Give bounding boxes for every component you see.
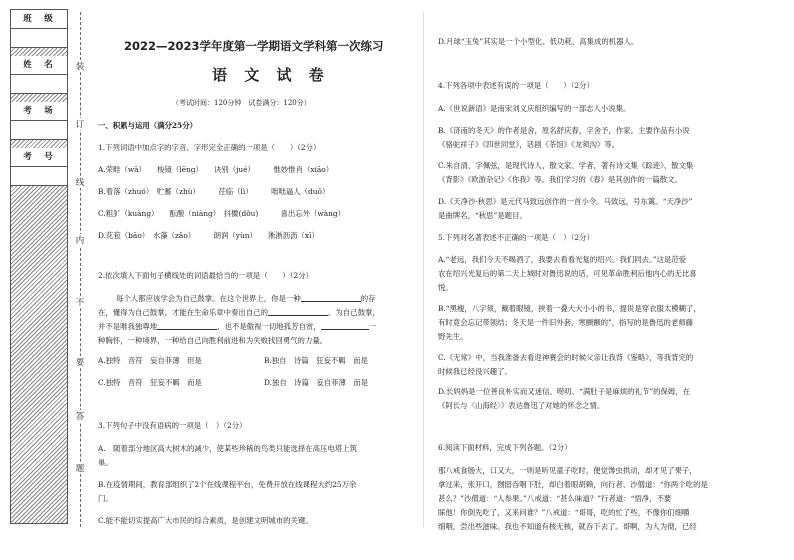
q6-passage-line: 睬他！你倒先吃了，又来问谁？”八戒道：“哥哥，吃的忙了些，不像你们细嚼 xyxy=(438,508,690,517)
class-label: 班 级 xyxy=(11,10,67,29)
binding-dashed-line xyxy=(80,12,81,527)
q5-option-d-cont: 《阿长与〈山海经〉》表达鲁迅了对她的怀念之情。 xyxy=(438,401,605,410)
number-box xyxy=(11,148,67,186)
q6-passage-line: 拿过来，张开口，囫囵吞咽下肚，却白着眼胡赖，向行者、沙僧道：“你两个吃的是 xyxy=(438,480,708,489)
q3-option-c: C.能不能切实提高广大市民的综合素质，是创建文明城市的关键。 xyxy=(98,516,313,525)
q2-passage-line xyxy=(98,307,380,318)
q5-option-b: B.“黑瘦，八字须，戴着眼镜，挟着一叠大大小小的书，提说是穿衣服太模糊了， xyxy=(438,304,701,313)
q4-option-d-cont: 是曲牌名，“秋思”是题目。 xyxy=(438,211,527,220)
q2-passage-line xyxy=(116,293,376,304)
q3-option-a: A. 随着部分地区高大树木的减少，使某些珍稀的鸟类只能选择在高压电塔上筑 xyxy=(98,444,357,453)
q5-option-c: C.《无常》中，当我准备去看迎神赛会的时候父亲让我背《鉴略》，等我背完的 xyxy=(438,353,694,362)
q3-option-d: D.月球“玉兔”其实是一个小型化、低功耗、高集成的机器人。 xyxy=(438,37,639,46)
seal-char: 不 xyxy=(72,296,88,308)
exam-title: 2022—2023学年度第一学期语文学科第一次练习 xyxy=(124,39,384,53)
q3-option-a-cont: 巢。 xyxy=(98,458,113,467)
q4-option-b-cont: 《骆驼祥子》《四世同堂》，话剧《茶馆》《龙须沟》等。 xyxy=(438,140,620,149)
seal-char: 订 xyxy=(72,118,88,130)
seal-char: 要 xyxy=(72,356,88,368)
q3-option-b-cont: 门。 xyxy=(98,494,113,503)
seal-char: 答 xyxy=(72,410,88,422)
q5-option-b-cont: 野先生。 xyxy=(438,332,468,341)
answer-blank xyxy=(157,321,217,330)
q5-option-c-cont: 时候我已经没兴趣了。 xyxy=(438,367,512,376)
room-label: 考 场 xyxy=(11,102,67,121)
number-label: 考 号 xyxy=(11,148,67,167)
q1-stem: 1.下列词语中加点字的字音、字形完全正确的一项是（ ）（2分） xyxy=(98,143,321,152)
q3-stem: 3.下列句子中没有语病的一项是（ ）（2分） xyxy=(98,421,247,430)
q2-text: ，也不是傲视一切地孤芳自赏， xyxy=(217,322,321,331)
q2-text: 的存 xyxy=(360,294,376,303)
seal-char: 线 xyxy=(72,176,88,188)
room-box xyxy=(11,102,67,140)
q2-option-d: D.独自 诗篇 妄自菲薄 而是 xyxy=(264,378,369,387)
q2-option-b: B.独自 诗篇 狂妄不羁 而是 xyxy=(264,356,368,365)
binding-info-strip xyxy=(10,9,68,524)
q2-text: 每个人都应该学会为自己鼓掌。在这个世界上，你是一种 xyxy=(116,294,301,303)
q2-text: 在，懂得为自己鼓掌，才能在生命乐章中奏出自己的 xyxy=(98,308,268,317)
q4-option-b: B.《济南的冬天》的作者是舍，原名舒庆春，字舍予，作家。主要作品有小说 xyxy=(438,126,690,135)
q4-option-c-cont: 《背影》《欧游杂记》《你我》等。我们学习的《春》是其创作的一篇散文。 xyxy=(438,175,682,184)
seal-char: 装 xyxy=(72,60,88,72)
q2-passage-line xyxy=(98,321,376,332)
q2-option-a: A.独特 音符 妄自菲薄 但是 xyxy=(98,356,202,365)
q2-stem: 2.依次填入下面句子横线处的词语最恰当的一项是（ ）（2分） xyxy=(98,271,313,280)
q5-option-b-cont: 有时竟会忘记带领结；冬天是一件旧外套，寒颤颤的”，指写的是鲁迅的老师藤 xyxy=(438,318,694,327)
q6-stem: 6.阅读下面材料，完成下列各题。（2分） xyxy=(438,443,572,452)
q6-passage-line: 细咽，尝出些滋味。我也不知道有核无核，就吞下去了。哥啊，为人为彻，已经 xyxy=(438,522,697,531)
q2-text: 并不是唯我独尊地 xyxy=(98,322,158,331)
q5-option-a: A.“老远，我们今天不喝酒了，我要去看看光复的绍兴。我们同去。”这是范爱 xyxy=(438,255,687,264)
class-box xyxy=(11,10,67,48)
left-column xyxy=(98,0,420,560)
q2-text: 。为自己鼓掌， xyxy=(328,308,380,317)
q1-option-a: A.荣畦（wā） 梭镜（lēng） 诀别（jué） 惟妙惟肖（xiāo） xyxy=(98,165,334,174)
seal-char: 内 xyxy=(72,234,88,246)
q4-stem: 4.下列各项中表述有误的一项是（ ）（2分） xyxy=(438,81,594,90)
q4-option-a: A.《世说新语》是南宋刘义庆组织编写的一部志人小说集。 xyxy=(438,104,631,113)
q2-text: 一 xyxy=(368,322,377,331)
q5-option-d: D.长妈妈是一位善良朴实而又迷信、唠叨、“满肚子是麻烦的礼节”的保姆，在 xyxy=(438,387,691,396)
column-divider xyxy=(423,12,424,527)
name-label: 姓 名 xyxy=(11,56,67,75)
q1-option-b: B.着落（zhuó） 贮蓄（zhù） 茌临（lì） 咄咄逼人（duō） xyxy=(98,187,330,196)
q2-passage-line: 种胸怀，一种境界，一种给自己向胜利前进和为失败找回勇气的力量。 xyxy=(98,336,328,345)
answer-blank xyxy=(301,293,361,302)
q5-option-a-cont: 悦。 xyxy=(438,283,453,292)
right-column xyxy=(438,0,786,560)
q1-option-c: C.粗犷（kuàng） 酝酿（niàng） 抖擞(dǒu) 喜出忘外（wàng） xyxy=(98,209,346,218)
answer-blank xyxy=(321,321,369,330)
q3-option-b: B.在疫情期间，教育部组织了2个在线课程平台，免费开放在线课程大约25万余 xyxy=(98,480,357,489)
seal-char: 题 xyxy=(72,462,88,474)
answer-blank xyxy=(268,307,328,316)
q4-option-d: D.《天净沙·秋思》是元代马致远创作的一首小令。马致远，号东篱。“天净沙” xyxy=(438,197,693,206)
section-heading: 一、积累与运用（满分25分） xyxy=(98,121,197,130)
q1-option-d: D.花苞（bāo） 水藻（zǎo） 朗润（yùn） 淅淅沥沥（xī） xyxy=(98,231,319,240)
paper-title: 语 文 试 卷 xyxy=(212,66,330,84)
q5-stem: 5.下列对名著表述不正确的一项是（ ）（2分） xyxy=(438,233,594,242)
q5-option-a-cont: 农在绍兴光复后的第二天上城时对鲁迅说的话，可见革命胜利后他内心的无比喜 xyxy=(438,269,697,278)
name-box xyxy=(11,56,67,94)
q6-passage-line: 甚么？”沙僧道：“人参果。”八戒道：“甚么味道？”行者道：“悟净，不要 xyxy=(438,494,672,503)
q6-passage-line: 那八戒食肠大，口又大，一则是听见童子吃时，便觉馋虫拱动，却才见了果子， xyxy=(438,466,697,475)
q4-option-c: C.朱自清，字佩弦，是现代诗人、散文家、学者，著有诗文集《踪迹》、散文集 xyxy=(438,161,694,170)
q2-option-c: C.独特 音符 狂妄不羁 而是 xyxy=(98,378,202,387)
exam-meta: （考试时间：120分钟 试卷满分：120分） xyxy=(172,99,311,107)
